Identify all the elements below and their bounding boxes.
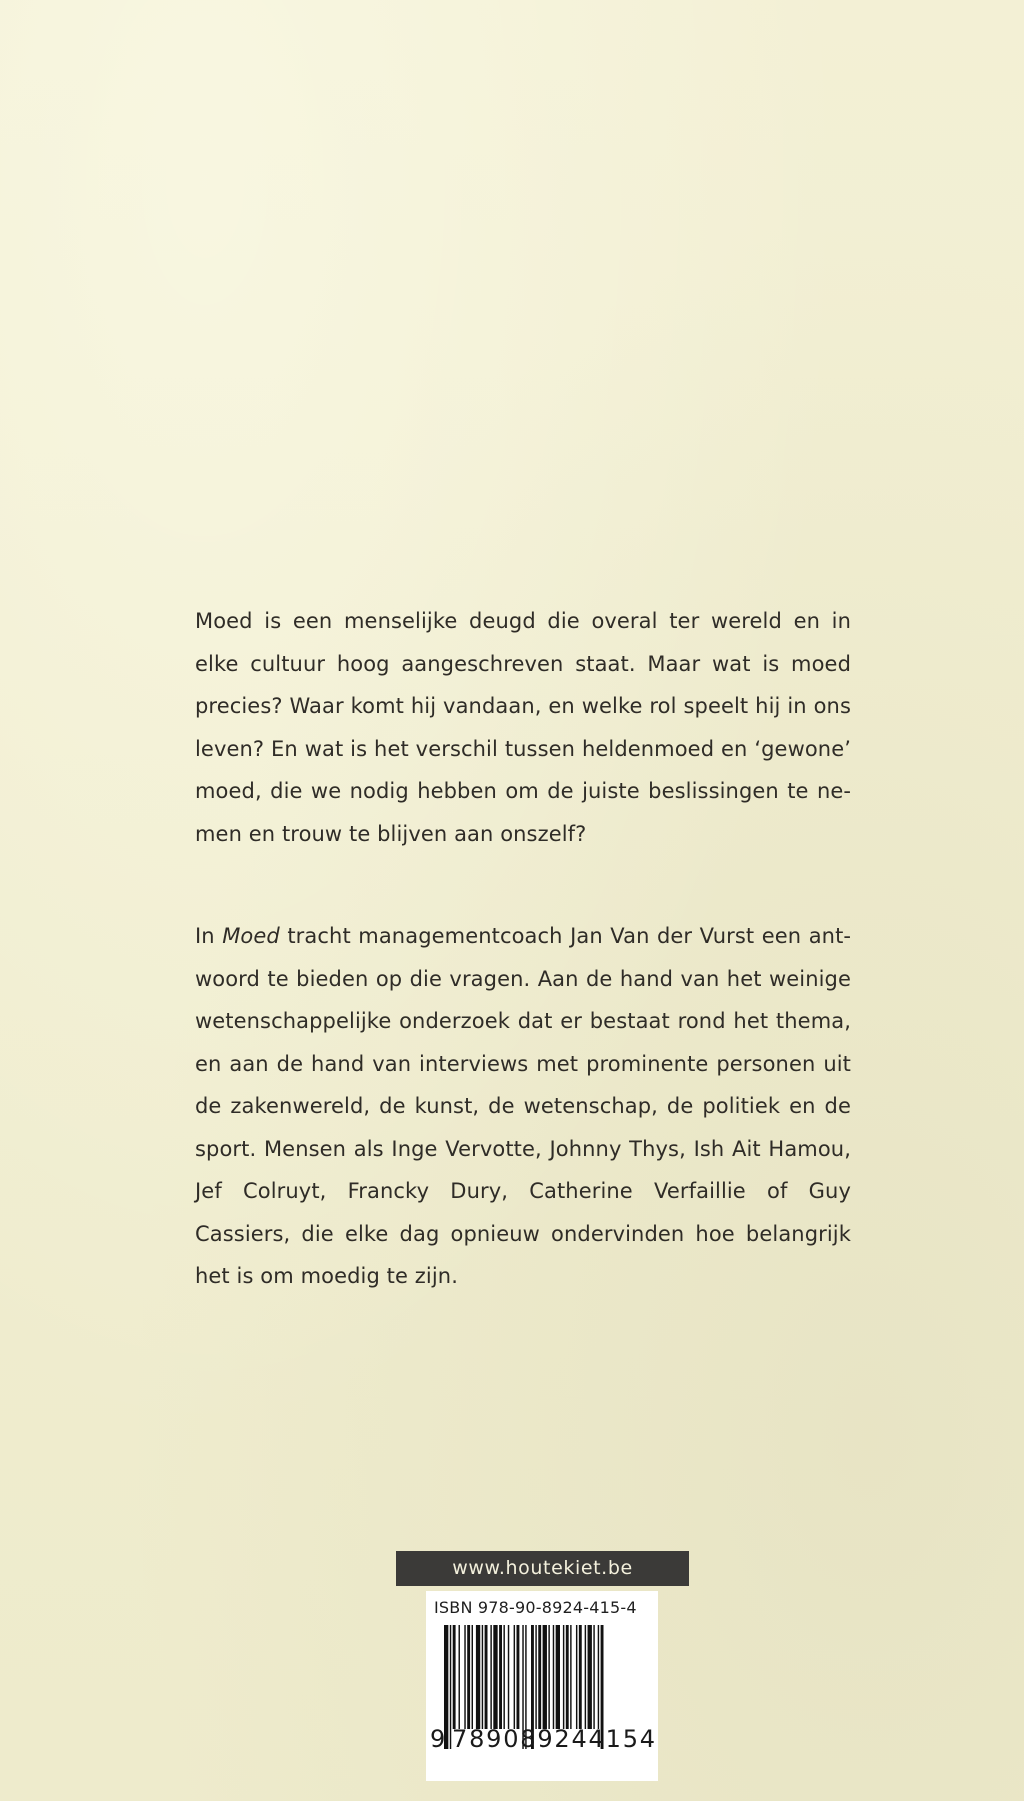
- book-title-italic: Moed: [222, 924, 280, 948]
- ean-digits: [430, 1723, 657, 1757]
- barcode-bar: [490, 1625, 491, 1729]
- ean-digits-main: 789089244154: [452, 1725, 657, 1753]
- barcode-bar: [467, 1625, 470, 1729]
- barcode-bar: [593, 1625, 594, 1729]
- barcode-bar: [508, 1625, 509, 1729]
- barcode-bar: [570, 1625, 571, 1729]
- barcode-bar: [579, 1625, 582, 1729]
- barcode-bar: [563, 1625, 564, 1729]
- barcode-bar: [588, 1625, 592, 1729]
- ean-first-digit: 9: [430, 1725, 446, 1753]
- barcode-bar: [472, 1625, 473, 1729]
- barcode-bar: [459, 1625, 460, 1729]
- blurb-paragraph-2-lead: In: [195, 924, 223, 948]
- barcode-bar: [548, 1625, 549, 1729]
- isbn-label: ISBN 978-90-8924-415-4: [434, 1598, 637, 1617]
- blurb-paragraph-2-text: tracht managementcoach Jan Van der Vurst een antwoord te bieden op die vragen. Aan de hand van het weinige wetenschappelijke onderzoek dat er bestaat rond het thema, en aan de hand van interviews met prominente personen uit de zakenwereld, de kunst, de wetenschap, de politiek en de sport. Mensen als Inge Vervotte, Johnny Thys, Ish Ait Hamou, Jef Colruyt, Francky Dury, Catherine Verfaillie of Guy Cassiers, die elke dag opnieuw ondervinden hoe belangrijk het is om moedig te zijn.: [195, 924, 851, 1288]
- barcode-bar: [543, 1625, 547, 1729]
- barcode-bar: [476, 1625, 480, 1729]
- isbn-barcode-box: [426, 1591, 658, 1781]
- blurb-paragraph-2: [195, 915, 851, 1298]
- barcode-bar: [482, 1625, 483, 1729]
- barcode-bar: [553, 1625, 554, 1729]
- barcode-bar: [493, 1625, 497, 1729]
- barcode-bar: [464, 1625, 465, 1729]
- barcode-bar: [485, 1625, 488, 1729]
- barcode-bar: [598, 1625, 599, 1729]
- barcode-bar: [517, 1625, 520, 1729]
- publisher-website: www.houtekiet.be: [396, 1551, 689, 1586]
- barcode-bar: [499, 1625, 502, 1729]
- barcode-bar: [566, 1625, 569, 1729]
- barcode-bar: [585, 1625, 586, 1729]
- barcode-bar: [514, 1625, 515, 1729]
- barcode-bar: [576, 1625, 577, 1729]
- barcode-bar: [453, 1625, 456, 1729]
- barcode-bar: [503, 1625, 504, 1729]
- barcode-bar: [556, 1625, 560, 1729]
- blurb-paragraph-1-text: Moed is een menselijke deugd die overal ter wereld en in elke cultuur hoog aangeschreven staat. Maar wat is moed precies? Waar komt hij vandaan, en welke rol speelt hij in ons leven? En wat is het verschil tussen heldenmoed en ‘gewone’ moed, die we nodig hebben om de juiste beslissingen te nemen en trouw te blijven aan onszelf?: [195, 609, 851, 846]
- barcode-bar: [538, 1625, 541, 1729]
- blurb-paragraph-1: [195, 600, 851, 855]
- barcode-bar: [535, 1625, 536, 1729]
